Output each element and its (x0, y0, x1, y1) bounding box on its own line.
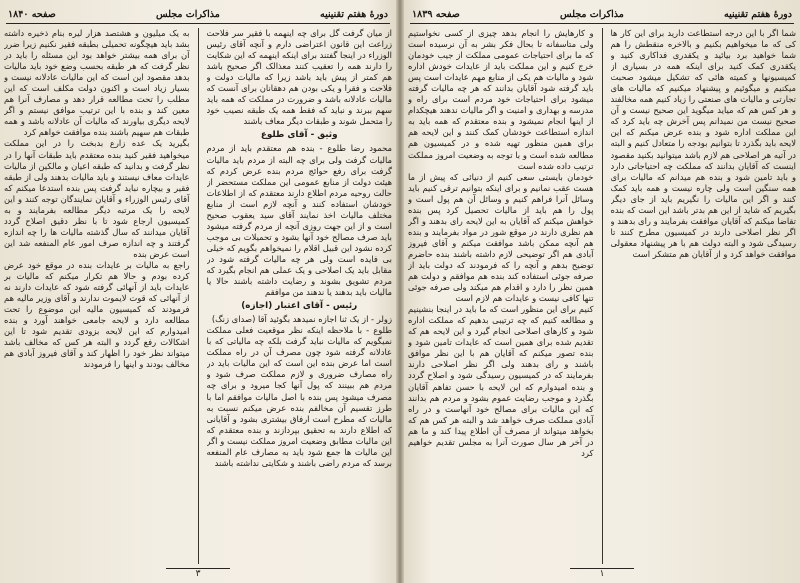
right-page (408, 6, 796, 580)
left-column-divider (198, 28, 199, 564)
right-page-number: ۱ (570, 568, 635, 579)
left-header-title: مذاکرات مجلس (155, 8, 220, 20)
book-gutter (396, 0, 404, 583)
left-col-right-heading-2: رئیس - آقای اعتبار (اجازه) (241, 301, 358, 312)
right-header-rule (410, 23, 794, 24)
right-page-header (408, 6, 796, 22)
left-col-right-text-2: محمود رضا طلوع - بنده هم معتقدم باید از مردم مالیات گرفت ولی برای چه البته از مردم باید مالیات گرفت برای رفع حوائج مردم بنده عرض کردم که هیئت دولت از منابع عمومی این مملکت مستحضر از حالت روحیه مردم اطلاع دارند معتقدم که از اطلاعات خودشان استفاده کنند و آنچه لازم است از منابع مختلف مالیات اخذ نمایند آقای سید یعقوب صحیح است و از این جهت روزی آنچه از مردم گرفته میشود باید صرف مصالح خود آنها بشود و تحمیلات بی موجب کرده نشود این قبیل اقلام را نمیخواهم بگویم که خیلی بی فایده است ولی هر چه مالیات گرفته شود در مقابل باید یک اصلاحی و یک عملی هم انجام بگیرد که مردم تشویق بشوند و رضایت داشته باشند حالا یا مالیات باید بدهند یا ندهند من موافقم (206, 143, 392, 298)
left-col-right-text-1: از میان گرفت گل برای چه اینهمه با فقیر سر فلاحت زراعت این قانون اعتراضی دارم و آنچه آقای رئیس الوزراء در اینجا گفتند برای اینکه اینهمه که این شکایت را دارند همه را تعقیب کنند معذالک اگر صحیح باشد هم کمتر از پیش باید باشد زیرا که مالیات دولت و فلاحت و فقرا و یکی بودن هم دهقانان برای آنست که مالیات عادلانه باشد و ضرورت در مملکت که همه باید سهم ببرند و نباید که فقط همه یک طبقه نصیب خود را متحمل شوند و طبقات دیگر معاف باشند (206, 28, 392, 127)
left-col-right-text-4: طلوع - با ملاحظه اینکه نظر موقعیت فعلی مملکت نمیگویم که مالیات نباید گرفت بلکه چه مالیاتی که با عادلانه گرفته شود چون مصرف آن در راه مملکت است اما عرض بنده این است که این مالیات باید در راه مصارف ضروری و لازم مملکت صرف شود و مردم هم ببینند که پول آنها کجا میرود و برای چه مصرف میشود پس بنده با اصل مالیات موافقم اما با طرز تقسیم آن مخالفم بنده عرض میکنم نسبت به مالیات که مطرح است ارفاق بیشتری بشود و آقایانی که اطلاع دارند به تحقیق بپردازند و بنده معتقدم که این مالیات مطابق وضعیت امروز مملکت نیست و اگر این مالیات ها جمع شود باید به مصارف عام المنفعه برسد که مردم راضی باشند و شکایتی نداشته باشند (206, 325, 392, 468)
left-col-right-text-3: زولر - از یک ثنا اجازه نمیدهد بگوئید آقا (صدای زنگ) (211, 314, 392, 325)
right-page-footer (408, 566, 796, 580)
right-col-left-text-1: و کارهایش را انجام بدهد چیزی از کسی نخواستیم ولی متاسفانه تا بحال فکر بشر به آن نرسیده است که ما برای احتیاجات عمومی مملکت از جیب خودمان خرج کنیم و این مملکت باید از عایدات خودش اداره شود و مالیات هم یکی از منابع مهم عایدات است پس باید گرفته شود آقایان بدانند که هر چه مالیات گرفته میشود برای احتیاجات خود مردم است برای راه و مدرسه و بهداری و امنیت و اگر مالیات ندهند هیچکدام از اینها انجام نمیشود و بنده معتقدم که همه باید به اندازه استطاعت خودشان کمک کنند و این لایحه هم برای همین منظور تهیه شده و در کمیسیون هم مطالعه شده است و با توجه به وضعیت امروز مملکت ترتیب داده شده است (408, 28, 594, 171)
right-col-left-text-3: کنیم برای این منظور است که ما باید در اینجا بنشینیم و مطالعه کنیم که چه ترتیبی بدهیم که مملکت اداره شود و کارهای اصلاحی انجام گیرد و این لایحه هم که تقدیم شده برای همین است که عایدات تامین شود و بنده تصور میکنم که آقایان هم با این نظر موافق باشند و رای بدهند ولی اگر نظر اصلاحی دارند بفرمایند که در کمیسیون رسیدگی شود و اصلاح گردد و بنده امیدوارم که این لایحه با حسن تفاهم آقایان بگذرد و موجب رضایت عموم بشود و مردم هم بدانند که این مالیات برای مصالح خود آنهاست و در راه آبادی مملکت صرف خواهد شد و البته هر کس هم که بخواهد میتواند از مصرف آن اطلاع پیدا کند و ما هم در آخر هر سال صورت آنرا به مجلس تقدیم خواهیم کرد (408, 304, 594, 458)
right-header-session: دورهٔ هفتم تقنینیه (723, 8, 792, 20)
left-header-session: دورهٔ هفتم تقنینیه (319, 8, 388, 20)
left-header-rule (6, 23, 390, 24)
right-page-left-column (408, 28, 594, 564)
left-page-columns (4, 28, 392, 564)
right-page-right-column (611, 28, 797, 564)
left-col-left-text-2: بگیرید یک عده زارع بدبخت را در این مملکت میخواهید فقیر کنید بنده معتقدم باید طبقات آنها را در نظر گرفت و بدانید که طبقه اعیان و مالکین از مالیات عایدات معاف نیستند و باید مالیات بدهند ولی از طبقه فقیر و بیچاره نباید گرفت پس بنده استدعا میکنم که آقای رئیس الوزراء و آقایان نمایندگان توجه کنند و این لایحه را یک مرتبه دیگر مطالعه بفرمایند و به کمیسیون ارجاع شود تا با نظر دقیق اصلاح گردد آقایان میدانند که سال گذشته مالیات ها را چه اندازه گرفتند و چه اندازه صرف امور عام المنفعه شد این است عرض بنده (4, 138, 190, 259)
left-col-right-heading-1: وثیق - آقای طلوع (260, 130, 338, 141)
right-col-left-text-2: خودمان بایستی سعی کنیم از دنیائی که پیش از ما هست عقب نمانیم و برای اینکه بتوانیم ترقی کنیم باید وسائل آنرا فراهم کنیم و وسائل آن هم پول است و پول را هم باید از مالیات تحصیل کرد پس بنده خواهش میکنم که آقایان به این لایحه رای بدهند و اگر هم نظری دارند در موقع شور در مواد بفرمایند و بنده هم آنچه ممکن باشد موافقت میکنم و آقای فیروز آبادی هم اگر توضیحی لازم داشته باشند بنده حاضرم توضیح بدهم و آنچه را که فرمودند که دولت باید از صرفه جوئی استفاده کند بنده هم موافقم و دولت هم همین نظر را دارد و اقدام هم میکند ولی صرفه جوئی تنها کافی نیست و عایدات هم لازم است (408, 171, 594, 304)
left-header-page-label: صفحه ۱۸۴۰ (8, 8, 56, 20)
right-col-right-text-1: شما اگر با این درجه استطاعت دارید برای این کار ها کی که ما میخواهیم بکنیم و بالاخره منقطش را هم شما خواهید برد بیائید و یکقدری فداکاری کنید و یکقدری کمک کنید برای اینکه همه در بسیاری از کمیسیونها و کمیته هائی که تشکیل میشود صحبت میکنیم و میگوئیم و پیشنهاد میکنیم که مالیات های تجارتی و مالیات های صنعتی را زیاد کنیم همه مخالفند و هر کس هم که میاید میگوید این صحیح نیست و آن صحیح نیست من نمیدانم پس آخرش چه باید کرد که این مملکت اداره شود و بنده عرض میکنم که این لایحه باید بگذرد تا بتوانیم بودجه را متعادل کنیم و البته در آتیه هر اصلاحی هم لازم باشد میتوانید بکنید مقصود اینست که آقایان بدانند که مملکت چه احتیاجاتی دارد و باید تامین شود و بنده هم میدانم که مالیات برای همه سنگین است ولی چاره نیست و همه باید کمک کنند و اگر این مالیات را نگیریم باید از جای دیگر بگیریم که شاید از این هم بدتر باشد این است که بنده تقاضا میکنم که آقایان موافقت بفرمایند و رای بدهند و اگر نظر اصلاحی دارند در کمیسیون مطرح کنند تا رسیدگی شود و البته دولت هم با هر پیشنهاد معقولی موافقت خواهد کرد و از آقایان هم متشکر است (610, 28, 796, 259)
right-page-columns (408, 28, 796, 564)
right-header-title: مذاکرات مجلس (559, 8, 624, 20)
right-header-page-label: صفحه ۱۸۳۹ (412, 8, 460, 20)
left-page-footer (4, 566, 392, 580)
left-page-number: ۳ (166, 568, 231, 579)
left-col-left-text-3: راجع به مالیات بر عایدات بنده در موقع خود عرض کرده بودم و حالا هم تکرار میکنم که مالیات بر عایدات باید از آنهائی گرفته شود که عایدات دارند نه از آنهائی که قوت لایموت ندارند و آقای وزیر مالیه هم فرمودند که کمیسیون مالیه این موضوع را تحت مطالعه دارد و لایحه جامعی خواهند آورد و بنده امیدوارم که این لایحه بزودی تقدیم شود تا این اشکالات رفع گردد و البته هر کس که مخالف باشد میتواند نظر خود را اظهار کند و آقای فیروز آبادی هم مخالف بودند و اینها را فرمودند (4, 259, 190, 370)
left-page-right-column (207, 28, 393, 564)
left-col-left-text-1: به یک میلیون و هشتصد هزار لیره بنام ذخیره داشته بشد باید هیچگونه تحمیلی بطبقه فقیر نکنیم زیرا ضرر آن برای همه بیشتر خواهد بود این مسئله را باید در نظر گرفت که هر طبقه بحسب وضع خود باید مالیات بدهد مقصود این است که این مالیات عادلانه نیست و بسیار زیاد است و اکنون دولت مکلف است که این مطلب را تحت مطالعه قرار دهد و مصارف آنرا هم معین کند و بنده با این ترتیب موافق نیستم و اگر لایحه دیگری بیاورند که مالیات آن عادلانه باشد و همه طبقات هم سهیم باشند بنده موافقت خواهم کرد (4, 28, 190, 138)
right-column-divider (602, 28, 603, 564)
left-page-left-column (4, 28, 190, 564)
left-page (4, 6, 392, 580)
left-page-header (4, 6, 392, 22)
